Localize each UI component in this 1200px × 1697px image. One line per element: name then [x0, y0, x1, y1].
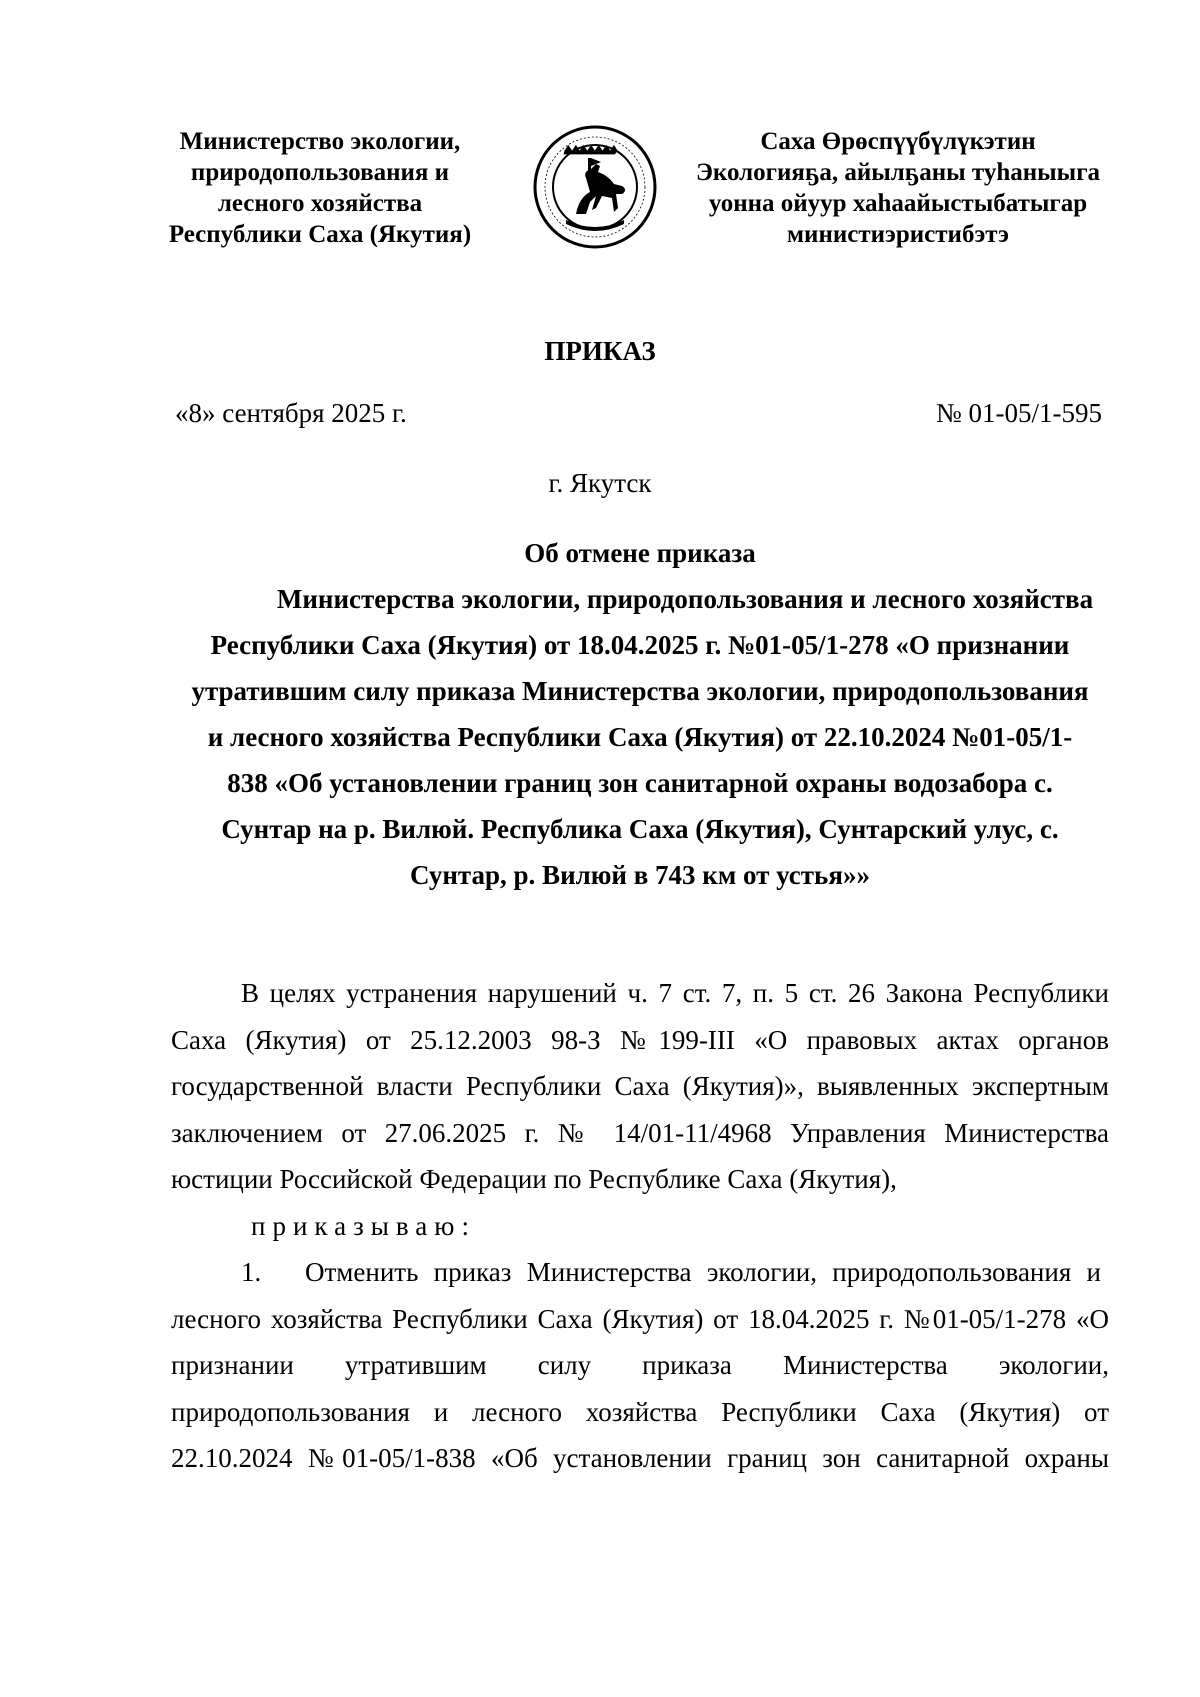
document-date: «8» сентября 2025 г.	[175, 398, 407, 428]
document-city: г. Якутск	[548, 468, 652, 498]
subject-line: Республики Саха (Якутия) от 18.04.2025 г. №01-05/1-278 «О признании	[210, 630, 1070, 660]
order-directive-word: приказываю:	[251, 1210, 476, 1241]
item-text: Отменить приказ Министерства экологии, природопользования и	[305, 1257, 1101, 1287]
document-type-title: ПРИКАЗ	[544, 336, 656, 366]
item-line	[171, 1249, 1109, 1296]
preamble-line: государственной власти Республики Саха (Якутия)», выявленных экспертным	[171, 1071, 1109, 1101]
ministry-name-line: Министерство экологии,	[179, 128, 461, 155]
ministry-name-line: лесного хозяйства	[217, 190, 423, 217]
subject-line: утратившим силу приказа Министерства экологии, природопользования	[191, 676, 1089, 706]
item-line: признании утратившим силу приказа Министерства экологии,	[171, 1350, 1109, 1380]
subject-line: 838 «Об установлении границ зон санитарной охраны водозабора с.	[227, 768, 1053, 798]
subject-line: Об отмене приказа	[524, 538, 756, 568]
item-number: 1.	[241, 1257, 262, 1287]
ministry-name-line: Республики Саха (Якутия)	[168, 221, 472, 248]
subject-line: и лесного хозяйства Республики Саха (Якутия) от 22.10.2024 №01-05/1-	[207, 722, 1073, 752]
ministry-name-line: министиэристибэтэ	[787, 221, 1009, 248]
ministry-name-line: природопользования и	[190, 159, 450, 186]
item-line: 22.10.2024 №01-05/1-838 «Об установлении границ зон санитарной охраны	[171, 1443, 1109, 1473]
preamble-line: Саха (Якутия) от 25.12.2003 98-З №199-III «О правовых актах органов	[171, 1024, 1109, 1055]
subject-line: Министерства экологии, природопользования и лесного хозяйства	[276, 584, 1094, 614]
ministry-name-sakha	[688, 126, 1108, 250]
subject-line: Сунтар на р. Вилюй. Республика Саха (Якутия), Сунтарский улус, с.	[221, 814, 1059, 844]
coat-of-arms-emblem	[532, 124, 658, 250]
subject-line: Сунтар, р. Вилюй в 743 км от устья»»	[410, 860, 870, 890]
preamble-line: заключением от 27.06.2025 г. № 14/01-11/4968 Управления Министерства	[171, 1117, 1109, 1148]
preamble-line: юстиции Российской Федерации по Республике Саха (Якутия),	[171, 1164, 897, 1194]
preamble-paragraph	[171, 970, 1109, 1203]
ministry-name-line: Экологияҕа, айылҕаны туһаныыга	[695, 159, 1101, 186]
ministry-name-line: Саха Өрөспүүбүлүкэтин	[760, 128, 1036, 155]
order-item-1	[171, 1249, 1109, 1482]
ministry-name-russian	[140, 126, 500, 250]
preamble-line: В целях устранения нарушений ч. 7 ст. 7, п. 5 ст. 26 Закона Республики	[241, 978, 1109, 1008]
document-number: № 01-05/1-595	[936, 398, 1102, 428]
item-line: природопользования и лесного хозяйства Республики Саха (Якутия) от	[171, 1396, 1109, 1427]
ministry-name-line: уонна ойуур хаһаайыстыбатыгар	[708, 190, 1088, 217]
order-body	[171, 970, 1109, 1482]
order-subject	[170, 530, 1110, 898]
item-line: лесного хозяйства Республики Саха (Якутия) от 18.04.2025 г. №01-05/1-278 «О	[171, 1303, 1109, 1334]
